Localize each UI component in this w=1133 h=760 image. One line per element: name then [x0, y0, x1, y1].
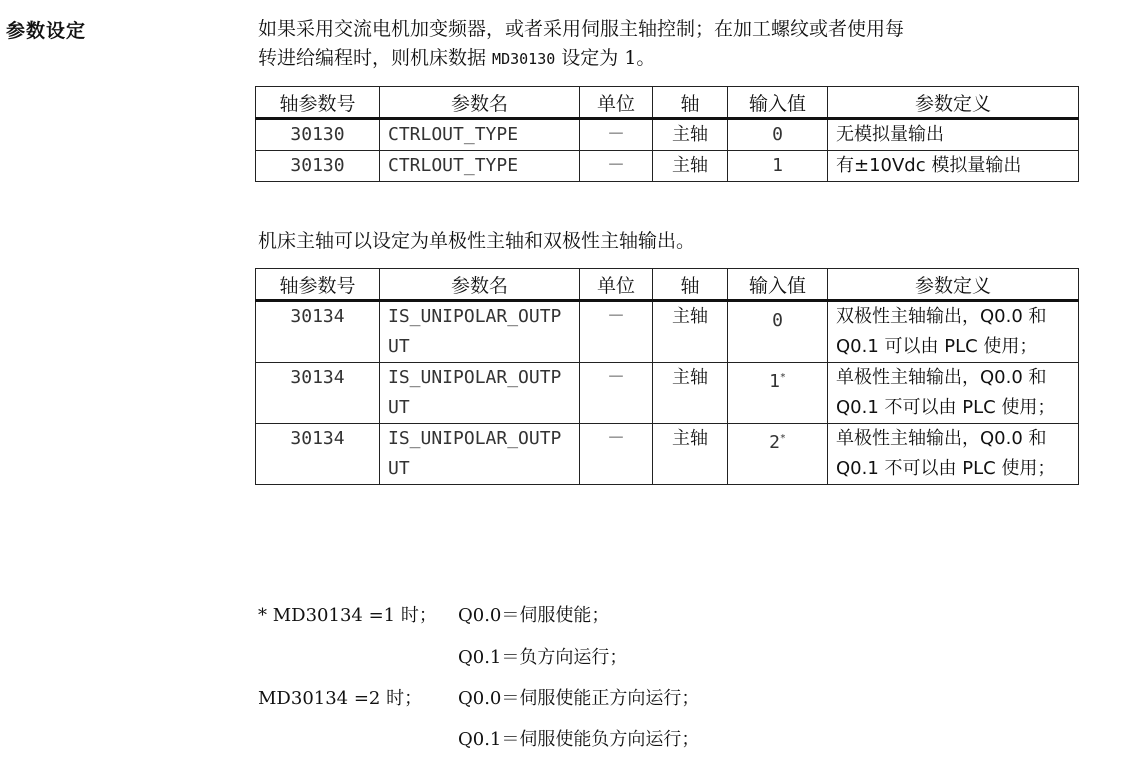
param-name-cell: CTRLOUT_TYPE: [380, 119, 580, 151]
param-number-cell: 30134: [256, 363, 380, 424]
header-axis: 轴: [653, 269, 728, 301]
unit-cell: －: [580, 424, 653, 485]
param-name-cell: IS_UNIPOLAR_OUTPUT: [380, 301, 580, 363]
axis-cell: 主轴: [653, 424, 728, 485]
axis-cell: 主轴: [653, 363, 728, 424]
param-name-cell: CTRLOUT_TYPE: [380, 151, 580, 182]
header-definition: 参数定义: [828, 269, 1079, 301]
unit-cell: －: [580, 119, 653, 151]
table-header-row: [256, 87, 1079, 119]
param-name-cell: IS_UNIPOLAR_OUTPUT: [380, 363, 580, 424]
header-definition: 参数定义: [828, 87, 1079, 119]
table-row: [256, 301, 1079, 363]
section-heading: 参数设定: [6, 20, 87, 42]
intro-line-2-post: 设定为 1。: [555, 47, 656, 69]
note-2-line-2: Q0.1＝伺服使能负方向运行；: [458, 729, 700, 750]
intro-line-2: [258, 44, 655, 74]
table-row: [256, 119, 1079, 151]
header-param-name: 参数名: [380, 269, 580, 301]
header-input-value: 输入值: [728, 269, 828, 301]
ctrlout-type-table: [255, 86, 1079, 182]
axis-cell: 主轴: [653, 119, 728, 151]
input-value-cell: 0: [728, 119, 828, 151]
param-number-cell: 30134: [256, 424, 380, 485]
param-number-cell: 30130: [256, 119, 380, 151]
input-value-cell: [728, 424, 828, 485]
header-axis: 轴: [653, 87, 728, 119]
header-param-number: 轴参数号: [256, 269, 380, 301]
definition-cell: 无模拟量输出: [828, 119, 1079, 151]
axis-cell: 主轴: [653, 151, 728, 182]
header-unit: 单位: [580, 269, 653, 301]
definition-cell: 单极性主轴输出，Q0.0 和 Q0.1 不可以由 PLC 使用；: [828, 363, 1079, 424]
input-value: 2: [769, 432, 780, 453]
unipolar-output-table: [255, 268, 1079, 485]
intro-line-2-code: MD30130: [492, 50, 556, 68]
intro-line-1: 如果采用交流电机加变频器，或者采用伺服主轴控制；在加工螺纹或者使用每: [258, 18, 905, 40]
table-header-row: [256, 269, 1079, 301]
input-value-cell: [728, 301, 828, 363]
note-2-label: MD30134 =2 时；: [258, 688, 423, 709]
definition-cell: 单极性主轴输出，Q0.0 和 Q0.1 不可以由 PLC 使用；: [828, 424, 1079, 485]
header-input-value: 输入值: [728, 87, 828, 119]
middle-text: 机床主轴可以设定为单极性主轴和双极性主轴输出。: [258, 230, 696, 252]
definition-cell: 双极性主轴输出，Q0.0 和 Q0.1 可以由 PLC 使用；: [828, 301, 1079, 363]
unit-cell: －: [580, 363, 653, 424]
input-value-cell: 1: [728, 151, 828, 182]
table-row: [256, 363, 1079, 424]
input-value: 0: [772, 310, 783, 331]
unit-cell: －: [580, 301, 653, 363]
header-unit: 单位: [580, 87, 653, 119]
header-param-name: 参数名: [380, 87, 580, 119]
axis-cell: 主轴: [653, 301, 728, 363]
input-value-cell: [728, 363, 828, 424]
definition-cell: 有±10Vdc 模拟量输出: [828, 151, 1079, 182]
intro-line-2-pre: 转进给编程时，则机床数据: [258, 47, 493, 69]
note-1-line-2: Q0.1＝负方向运行；: [458, 647, 628, 668]
input-value: 1: [769, 371, 780, 392]
note-1-label: * MD30134 =1 时；: [258, 605, 437, 626]
param-number-cell: 30130: [256, 151, 380, 182]
note-1-line-1: Q0.0＝伺服使能；: [458, 605, 610, 626]
table-row: [256, 151, 1079, 182]
note-2-line-1: Q0.0＝伺服使能正方向运行；: [458, 688, 700, 709]
param-name-cell: IS_UNIPOLAR_OUTPUT: [380, 424, 580, 485]
footnote-marker: *: [779, 372, 786, 383]
table-row: [256, 424, 1079, 485]
footnote-marker: *: [779, 433, 786, 444]
header-param-number: 轴参数号: [256, 87, 380, 119]
param-number-cell: 30134: [256, 301, 380, 363]
unit-cell: －: [580, 151, 653, 182]
